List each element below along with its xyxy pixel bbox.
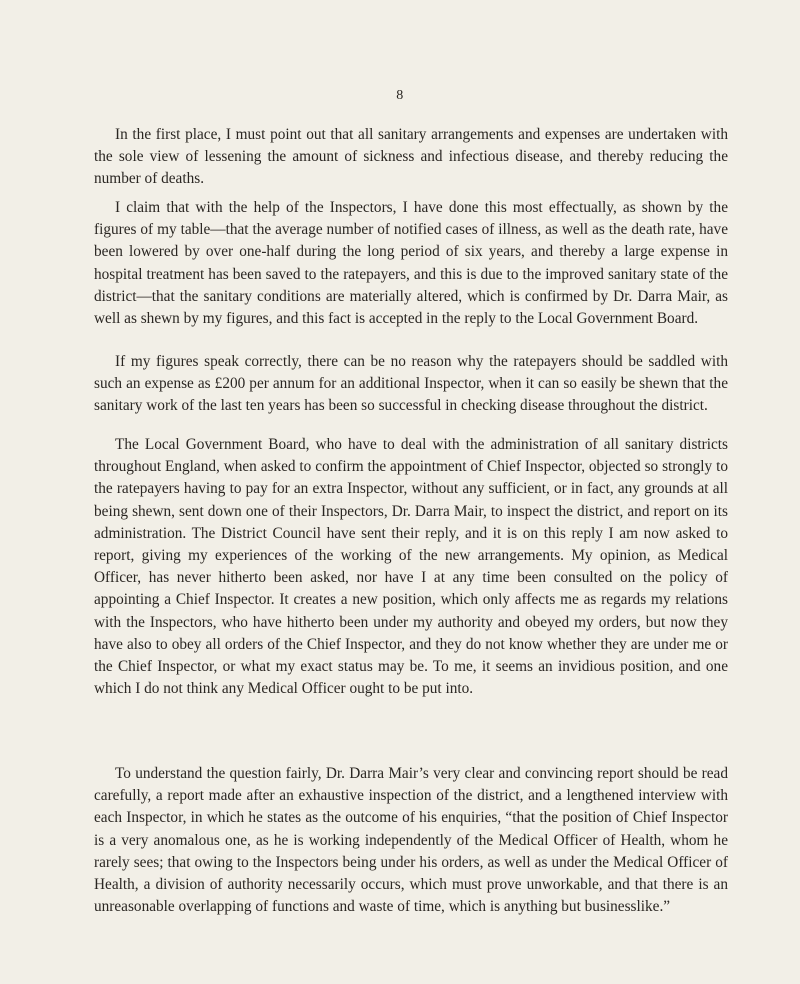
paragraph-text: I claim that with the help of the Inspectors, I have done this most effectually, as shown by the figures of my table—that the average number of notified cases of illness, as well as the death rate, have been lowered by over one-half during the long period of six years, and thereby a large expense in hospital treatment has been saved to the ratepayers, and this is due to the improved sanitary state of the district—that the sanitary conditions are materially altered, which is confirmed by Dr. Darra Mair, as well as shewn by my figures, and this fact is accepted in the reply to the Local Government Board. [94,199,728,328]
paragraph-1 [94,124,728,191]
paragraph-4 [94,434,728,700]
paragraph-3 [94,351,728,418]
paragraph-5 [94,763,728,918]
paragraph-text: In the first place, I must point out that all sanitary arrangements and expenses are undertaken with the sole view of lessening the amount of sickness and infectious disease, and thereby reducing the number of deaths. [94,126,728,188]
paragraph-text: The Local Government Board, who have to deal with the administration of all sanitary districts throughout England, when asked to confirm the appointment of Chief Inspector, objected so strongly to the ratepayers having to pay for an extra Inspector, without any sufficient, or in fact, any grounds at all being shewn, sent down one of their Inspectors, Dr. Darra Mair, to inspect the district, and report on its administration. The District Council have sent their reply, and it is on this reply I am now asked to report, giving my experiences of the working of the new arrangements. My opinion, as Medical Officer, has never hitherto been asked, nor have I at any time been consulted on the policy of appointing a Chief Inspector. It creates a new position, which only affects me as regards my relations with the Inspectors, who have hitherto been under my authority and obeyed my orders, but now they have also to obey all orders of the Chief Inspector, and they do not know whether they are under me or the Chief Inspector, or what my exact status may be. To me, it seems an invidious position, and one which I do not think any Medical Officer ought to be put into. [94,436,728,698]
paragraph-text: If my figures speak correctly, there can be no reason why the ratepayers should be saddled with such an expense as £200 per annum for an additional Inspector, when it can so easily be shewn that the sanitary work of the last ten years has been so successful in checking disease throughout the district. [94,353,728,415]
paragraph-2 [94,197,728,330]
page-number: 8 [396,88,404,103]
paragraph-text: To understand the question fairly, Dr. Darra Mair’s very clear and convincing report should be read carefully, a report made after an exhaustive inspection of the district, and a lengthened interview with each Inspector, in which he states as the outcome of his enquiries, “that the position of Chief Inspector is a very anomalous one, as he is working independently of the Medical Officer of Health, whom he rarely sees; that owing to the Inspectors being under his orders, as well as under the Medical Officer of Health, a division of authority necessarily occurs, which must prove unworkable, and that there is an unreasonable overlapping of functions and waste of time, which is anything but businesslike.” [94,765,728,916]
